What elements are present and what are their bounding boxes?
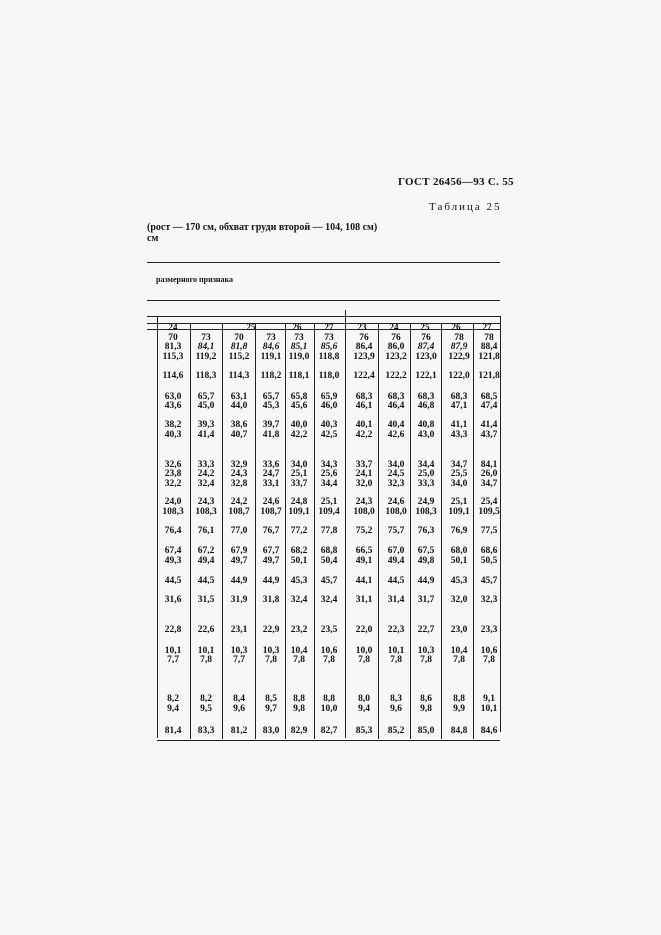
table-cell: 49,3 [164, 556, 182, 566]
table-cell: 40,7 [230, 430, 248, 440]
table-cell: 65,9 [320, 392, 338, 402]
table-cell: 34,4 [320, 479, 338, 489]
table-cell: 77,5 [480, 526, 498, 536]
table-cell: 32,4 [197, 479, 215, 489]
table-cell: 45,3 [290, 576, 308, 586]
table-cell: 31,7 [417, 595, 435, 605]
table-cell: 85,2 [387, 726, 405, 736]
table-cell: 68,2 [290, 546, 308, 556]
table-cell: 31,9 [230, 595, 248, 605]
table-cell: 77,0 [230, 526, 248, 536]
table-cell: 122,4 [353, 371, 375, 381]
hip-header: 26 [292, 322, 302, 332]
table-cell: 43,0 [417, 430, 435, 440]
table-cell: 32,3 [387, 479, 405, 489]
document-reference: ГОСТ 26456—93 С. 55 [398, 176, 514, 188]
hip-header: 24 [389, 322, 399, 332]
table-cell: 65,7 [262, 392, 280, 402]
table-cell: 81,2 [230, 726, 248, 736]
hip-header: 23 [357, 322, 367, 332]
table-cell: 77,2 [290, 526, 308, 536]
table-cell: 40,8 [417, 420, 435, 430]
table-cell: 7,8 [200, 655, 212, 665]
table-cell: 108,0 [385, 507, 407, 517]
table-cell: 34,0 [290, 460, 308, 470]
table-cell: 23,1 [230, 625, 248, 635]
table-cell: 10,6 [480, 646, 498, 656]
table-cell: 44,9 [262, 576, 280, 586]
table-cell: 31,4 [387, 595, 405, 605]
table-cell: 50,5 [480, 556, 498, 566]
table-cell: 109,1 [448, 507, 470, 517]
table-cell: 7,8 [483, 655, 495, 665]
table-cell: 82,7 [320, 726, 338, 736]
table-cell: 24,6 [387, 497, 405, 507]
table-cell: 45,0 [197, 401, 215, 411]
table-cell: 24,9 [417, 497, 435, 507]
table-cell: 115,2 [228, 352, 250, 362]
table-cell: 38,6 [230, 420, 248, 430]
table-cell: 46,0 [320, 401, 338, 411]
table-cell: 81,4 [164, 726, 182, 736]
table-cell: 73 [294, 333, 304, 343]
table-cell: 34,4 [417, 460, 435, 470]
table-cell: 67,7 [262, 546, 280, 556]
table-cell: 7,8 [293, 655, 305, 665]
table-cell: 49,1 [355, 556, 373, 566]
table-cell: 26,0 [480, 469, 498, 479]
table-cell: 9,5 [200, 704, 212, 714]
table-cell: 70 [168, 333, 178, 343]
table-cell: 68,8 [320, 546, 338, 556]
table-subcaption: размерного признака [156, 275, 234, 284]
table-cell: 32,0 [450, 595, 468, 605]
table-cell: 108,3 [195, 507, 217, 517]
table-cell: 10,1 [164, 646, 182, 656]
table-cell: 123,0 [415, 352, 437, 362]
table-cell: 40,4 [387, 420, 405, 430]
hip-header: 25 [420, 322, 430, 332]
table-cell: 34,7 [480, 479, 498, 489]
table-cell: 39,7 [262, 420, 280, 430]
table-cell: 7,8 [420, 655, 432, 665]
table-cell: 22,7 [417, 625, 435, 635]
table-cell: 40,3 [164, 430, 182, 440]
table-cell: 24,8 [290, 497, 308, 507]
table-cell: 22,6 [197, 625, 215, 635]
table-cell: 43,6 [164, 401, 182, 411]
table-cell: 43,3 [450, 430, 468, 440]
table-cell: 123,2 [385, 352, 407, 362]
table-cell: 45,3 [450, 576, 468, 586]
table-cell: 9,6 [233, 704, 245, 714]
table-cell: 81,8 [230, 342, 248, 352]
table-cell: 118,2 [260, 371, 282, 381]
table-cell: 85,1 [290, 342, 308, 352]
table-cell: 32,9 [230, 460, 248, 470]
table-cell: 73 [266, 333, 276, 343]
table-cell: 65,8 [290, 392, 308, 402]
table-cell: 87,4 [417, 342, 435, 352]
table-cell: 84,6 [480, 726, 498, 736]
table-cell: 85,3 [355, 726, 373, 736]
table-cell: 68,5 [480, 392, 498, 402]
table-cell: 8,6 [420, 694, 432, 704]
table-cell: 63,1 [230, 392, 248, 402]
table-cell: 8,0 [358, 694, 370, 704]
table-cell: 73 [324, 333, 334, 343]
table-cell: 7,8 [453, 655, 465, 665]
table-cell: 85,0 [417, 726, 435, 736]
table-cell: 76,1 [197, 526, 215, 536]
table-cell: 49,8 [417, 556, 435, 566]
table-cell: 63,0 [164, 392, 182, 402]
table-cell: 42,6 [387, 430, 405, 440]
table-cell: 44,5 [164, 576, 182, 586]
table-cell: 10,1 [480, 704, 498, 714]
table-cell: 76,9 [450, 526, 468, 536]
table-cell: 32,4 [320, 595, 338, 605]
table-cell: 33,3 [417, 479, 435, 489]
table-cell: 10,4 [450, 646, 468, 656]
table-cell: 118,1 [288, 371, 310, 381]
table-cell: 118,3 [195, 371, 217, 381]
table-cell: 33,6 [262, 460, 280, 470]
table-cell: 50,1 [450, 556, 468, 566]
table-cell: 34,0 [450, 479, 468, 489]
table-cell: 121,8 [478, 371, 500, 381]
table-cell: 25,0 [417, 469, 435, 479]
table-cell: 33,3 [197, 460, 215, 470]
table-cell: 46,8 [417, 401, 435, 411]
table-cell: 10,1 [387, 646, 405, 656]
column-divider [345, 310, 346, 738]
table-cell: 67,5 [417, 546, 435, 556]
table-cell: 40,3 [320, 420, 338, 430]
table-cell: 77,8 [320, 526, 338, 536]
table-cell: 76,4 [164, 526, 182, 536]
table-cell: 24,1 [355, 469, 373, 479]
table-cell: 108,0 [353, 507, 375, 517]
table-cell: 108,7 [260, 507, 282, 517]
table-cell: 42,5 [320, 430, 338, 440]
table-cell: 50,4 [320, 556, 338, 566]
table-cell: 33,7 [290, 479, 308, 489]
table-cell: 40,1 [355, 420, 373, 430]
table-cell: 49,4 [387, 556, 405, 566]
table-cell: 42,2 [290, 430, 308, 440]
table-cell: 109,4 [318, 507, 340, 517]
table-cell: 78 [454, 333, 464, 343]
table-cell: 8,5 [265, 694, 277, 704]
table-cell: 42,2 [355, 430, 373, 440]
table-cell: 9,8 [420, 704, 432, 714]
table-cell: 76,7 [262, 526, 280, 536]
table-cell: 31,8 [262, 595, 280, 605]
table-cell: 44,9 [230, 576, 248, 586]
table-cell: 108,3 [162, 507, 184, 517]
table-cell: 122,2 [385, 371, 407, 381]
table-cell: 76 [359, 333, 369, 343]
table-cell: 23,0 [450, 625, 468, 635]
table-cell: 24,0 [164, 497, 182, 507]
table-bottom-rule [157, 740, 500, 741]
table-cell: 45,3 [262, 401, 280, 411]
table-cell: 9,4 [358, 704, 370, 714]
table-cell: 67,0 [387, 546, 405, 556]
table-cell: 9,4 [167, 704, 179, 714]
table-cell: 76,3 [417, 526, 435, 536]
table-cell: 9,6 [390, 704, 402, 714]
table-cell: 23,8 [164, 469, 182, 479]
table-cell: 121,8 [478, 352, 500, 362]
table-cell: 73 [201, 333, 211, 343]
table-cell: 50,1 [290, 556, 308, 566]
table-cell: 46,1 [355, 401, 373, 411]
table-cell: 39,3 [197, 420, 215, 430]
hip-header: 27 [482, 322, 492, 332]
table-cell: 49,7 [230, 556, 248, 566]
table-cell: 32,2 [164, 479, 182, 489]
table-cell: 86,4 [355, 342, 373, 352]
table-cell: 7,8 [265, 655, 277, 665]
table-cell: 23,5 [320, 625, 338, 635]
table-cell: 23,3 [480, 625, 498, 635]
table-cell: 83,0 [262, 726, 280, 736]
table-cell: 122,9 [448, 352, 470, 362]
table-cell: 8,8 [323, 694, 335, 704]
table-cell: 38,2 [164, 420, 182, 430]
table-cell: 32,6 [164, 460, 182, 470]
table-cell: 10,0 [355, 646, 373, 656]
table-cell: 68,6 [480, 546, 498, 556]
table-cell: 9,9 [453, 704, 465, 714]
table-cell: 24,2 [197, 469, 215, 479]
column-divider [222, 323, 223, 739]
table-cell: 119,1 [260, 352, 282, 362]
table-cell: 23,2 [290, 625, 308, 635]
table-cell: 49,4 [197, 556, 215, 566]
table-cell: 10,1 [197, 646, 215, 656]
table-cell: 34,0 [387, 460, 405, 470]
table-cell: 25,1 [450, 497, 468, 507]
table-cell: 9,1 [483, 694, 495, 704]
table-top-rule [147, 300, 500, 301]
table-cell: 84,1 [480, 460, 498, 470]
table-cell: 83,3 [197, 726, 215, 736]
table-cell: 24,5 [387, 469, 405, 479]
table-cell: 7,8 [358, 655, 370, 665]
table-cell: 24,7 [262, 469, 280, 479]
table-cell: 10,3 [417, 646, 435, 656]
table-cell: 66,5 [355, 546, 373, 556]
table-cell: 49,7 [262, 556, 280, 566]
table-cell: 41,4 [197, 430, 215, 440]
table-cell: 45,7 [480, 576, 498, 586]
table-cell: 122,0 [448, 371, 470, 381]
table-cell: 115,3 [162, 352, 184, 362]
table-cell: 10,3 [230, 646, 248, 656]
table-cell: 67,9 [230, 546, 248, 556]
hip-header: 26 [451, 322, 461, 332]
table-cell: 47,1 [450, 401, 468, 411]
caption-line-2: см [147, 233, 159, 244]
table-cell: 8,2 [167, 694, 179, 704]
table-cell: 32,0 [355, 479, 373, 489]
caption-rule [147, 262, 500, 263]
table-cell: 33,7 [355, 460, 373, 470]
table-cell: 46,4 [387, 401, 405, 411]
table-cell: 47,4 [480, 401, 498, 411]
table-cell: 8,8 [293, 694, 305, 704]
table-cell: 65,7 [197, 392, 215, 402]
table-cell: 82,9 [290, 726, 308, 736]
table-cell: 9,7 [265, 704, 277, 714]
table-cell: 24,2 [230, 497, 248, 507]
table-cell: 32,3 [480, 595, 498, 605]
table-cell: 108,7 [228, 507, 250, 517]
table-cell: 118,8 [318, 352, 340, 362]
table-cell: 70 [234, 333, 244, 343]
table-cell: 84,6 [262, 342, 280, 352]
table-cell: 22,8 [164, 625, 182, 635]
table-cell: 9,8 [293, 704, 305, 714]
table-cell: 44,5 [197, 576, 215, 586]
table-cell: 68,0 [450, 546, 468, 556]
table-cell: 24,3 [230, 469, 248, 479]
table-cell: 68,3 [450, 392, 468, 402]
table-cell: 118,0 [318, 371, 340, 381]
table-cell: 10,0 [320, 704, 338, 714]
table-cell: 32,4 [290, 595, 308, 605]
table-cell: 68,3 [355, 392, 373, 402]
table-cell: 81,3 [164, 342, 182, 352]
table-cell: 25,4 [480, 497, 498, 507]
table-cell: 10,3 [262, 646, 280, 656]
table-cell: 67,2 [197, 546, 215, 556]
table-cell: 109,1 [288, 507, 310, 517]
table-cell: 119,2 [195, 352, 217, 362]
table-cell: 114,3 [228, 371, 250, 381]
table-cell: 40,0 [290, 420, 308, 430]
table-cell: 25,5 [450, 469, 468, 479]
table-cell: 43,7 [480, 430, 498, 440]
table-cell: 45,6 [290, 401, 308, 411]
table-cell: 44,0 [230, 401, 248, 411]
table-cell: 41,4 [480, 420, 498, 430]
hip-header: 27 [324, 322, 334, 332]
table-cell: 68,3 [417, 392, 435, 402]
table-cell: 33,1 [262, 479, 280, 489]
hip-header: 25 [246, 322, 256, 332]
table-cell: 10,4 [290, 646, 308, 656]
table-cell: 76 [421, 333, 431, 343]
table-cell: 41,1 [450, 420, 468, 430]
table-cell: 84,8 [450, 726, 468, 736]
table-cell: 24,3 [197, 497, 215, 507]
table-label: Таблица 25 [429, 201, 502, 213]
table-cell: 32,8 [230, 479, 248, 489]
caption-line-1: (рост — 170 см, обхват груди второй — 104, 108 см) [147, 222, 378, 233]
table-cell: 7,7 [233, 655, 245, 665]
table-cell: 31,5 [197, 595, 215, 605]
table-cell: 8,4 [233, 694, 245, 704]
table-cell: 8,8 [453, 694, 465, 704]
table-cell: 88,4 [480, 342, 498, 352]
table-cell: 123,9 [353, 352, 375, 362]
table-cell: 22,3 [387, 625, 405, 635]
table-cell: 86,0 [387, 342, 405, 352]
table-cell: 24,3 [355, 497, 373, 507]
table-cell: 76 [391, 333, 401, 343]
table-cell: 84,1 [197, 342, 215, 352]
table-cell: 31,1 [355, 595, 373, 605]
table-cell: 8,3 [390, 694, 402, 704]
table-cell: 25,6 [320, 469, 338, 479]
table-cell: 7,8 [390, 655, 402, 665]
table-cell: 114,6 [162, 371, 184, 381]
table-cell: 24,6 [262, 497, 280, 507]
header-rule [147, 316, 500, 317]
table-cell: 109,5 [478, 507, 500, 517]
table-cell: 34,7 [450, 460, 468, 470]
table-cell: 44,9 [417, 576, 435, 586]
table-cell: 75,2 [355, 526, 373, 536]
table-cell: 85,6 [320, 342, 338, 352]
table-cell: 31,6 [164, 595, 182, 605]
table-cell: 22,9 [262, 625, 280, 635]
table-cell: 78 [484, 333, 494, 343]
table-cell: 22,0 [355, 625, 373, 635]
table-cell: 41,8 [262, 430, 280, 440]
table-cell: 8,2 [200, 694, 212, 704]
table-cell: 119,0 [288, 352, 310, 362]
table-cell: 25,1 [320, 497, 338, 507]
table-cell: 7,8 [323, 655, 335, 665]
table-cell: 44,5 [387, 576, 405, 586]
table-caption [147, 222, 377, 244]
table-cell: 10,6 [320, 646, 338, 656]
table-cell: 25,1 [290, 469, 308, 479]
hip-header: 24 [168, 322, 178, 332]
table-cell: 45,7 [320, 576, 338, 586]
table-cell: 44,1 [355, 576, 373, 586]
table-cell: 68,3 [387, 392, 405, 402]
table-cell: 75,7 [387, 526, 405, 536]
table-cell: 87,9 [450, 342, 468, 352]
table-cell: 7,7 [167, 655, 179, 665]
table-cell: 67,4 [164, 546, 182, 556]
table-cell: 108,3 [415, 507, 437, 517]
column-divider [441, 323, 442, 739]
table-cell: 34,3 [320, 460, 338, 470]
table-cell: 122,1 [415, 371, 437, 381]
